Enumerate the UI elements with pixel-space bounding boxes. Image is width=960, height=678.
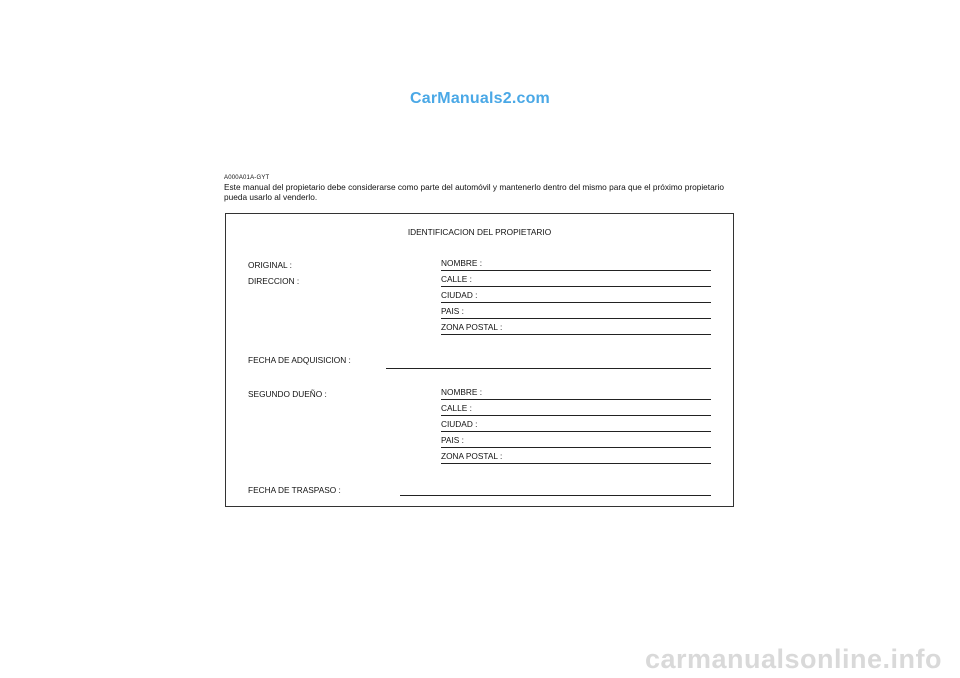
original-owner-label: ORIGINAL :	[248, 260, 292, 270]
second-owner-label: SEGUNDO DUEÑO :	[248, 389, 327, 399]
form-title: IDENTIFICACION DEL PROPIETARIO	[407, 227, 552, 237]
transfer-date-line[interactable]	[400, 495, 711, 496]
original-city-field[interactable]: CIUDAD :	[441, 290, 711, 303]
owner-identification-form	[225, 213, 734, 507]
second-name-field[interactable]: NOMBRE :	[441, 387, 711, 400]
intro-paragraph: Este manual del propietario debe considerarse como parte del automóvil y mantenerlo dentro del mismo para que el próximo propietario pueda usarlo al venderlo.	[224, 182, 724, 202]
document-code: A000A01A-GYT	[224, 175, 270, 181]
second-postal-code-field[interactable]: ZONA POSTAL :	[441, 451, 711, 464]
original-country-field[interactable]: PAIS :	[441, 306, 711, 319]
original-postal-code-field[interactable]: ZONA POSTAL :	[441, 322, 711, 335]
address-label: DIRECCION :	[248, 276, 300, 286]
original-street-field[interactable]: CALLE :	[441, 274, 711, 287]
second-city-field[interactable]: CIUDAD :	[441, 419, 711, 432]
transfer-date-label: FECHA DE TRASPASO :	[248, 485, 341, 495]
acquisition-date-line[interactable]	[386, 368, 711, 369]
second-street-field[interactable]: CALLE :	[441, 403, 711, 416]
carmanuals-watermark: CarManuals2.com	[410, 90, 550, 107]
acquisition-date-label: FECHA DE ADQUISICION :	[248, 355, 351, 365]
carmanualsonline-watermark: carmanualsonline.info	[644, 644, 942, 674]
second-country-field[interactable]: PAIS :	[441, 435, 711, 448]
original-name-field[interactable]: NOMBRE :	[441, 258, 711, 271]
